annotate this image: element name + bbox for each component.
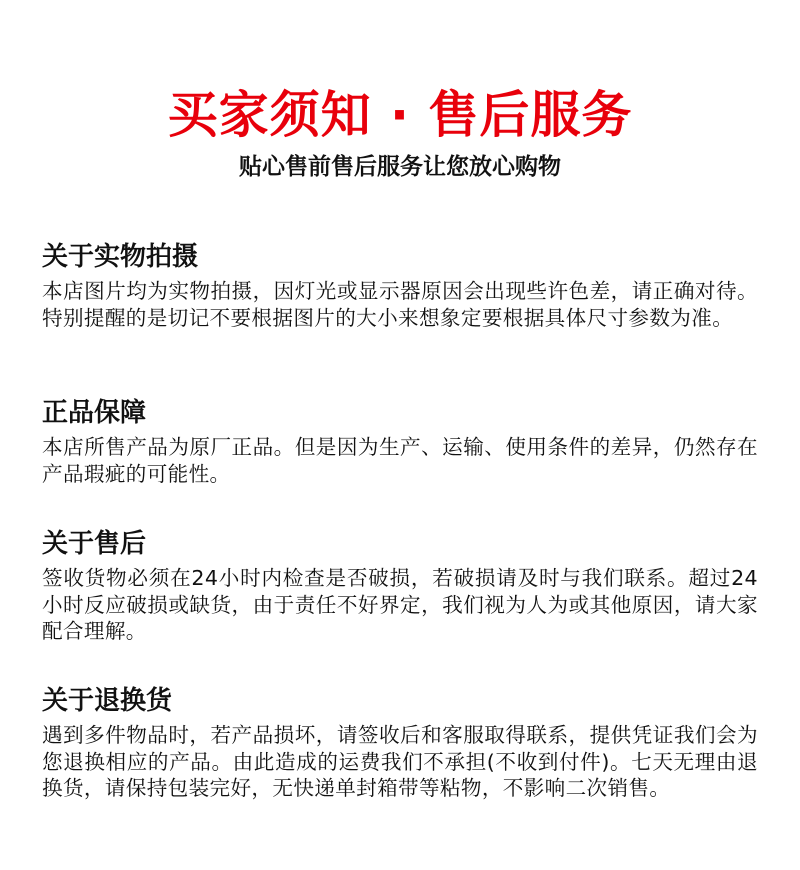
section-body: 遇到多件物品时，若产品损坏，请签收后和客服取得联系，提供凭证我们会为您退换相应的产品。由此造成的运费我们不承担(不收到付件)。七天无理由退换货，请保持包装完好，无快递单封箱带等粘物，不影响二次销售。 [42,723,758,800]
section-returns [42,684,758,802]
section-photo [42,240,758,331]
section-body: 本店图片均为实物拍摄，因灯光或显示器原因会出现些许色差，请正确对待。特别提醒的是切记不要根据图片的大小来想象定要根据具体尺寸参数为准。 [42,279,758,330]
page-subtitle: 贴心售前售后服务让您放心购物 [239,154,561,180]
section-after-sales [42,527,758,645]
section-genuine [42,396,758,487]
section-title: 关于退换货 [42,686,173,716]
page-title: 买家须知 · 售后服务 [167,86,633,144]
section-body: 签收货物必须在24小时内检查是否破损，若破损请及时与我们联系。超过24小时反应破损或缺货，由于责任不好界定，我们视为人为或其他原因，请大家配合理解。 [42,566,758,643]
section-title: 正品保障 [42,398,147,428]
section-body: 本店所售产品为原厂正品。但是因为生产、运输、使用条件的差异，仍然存在产品瑕疵的可能性。 [42,435,758,486]
section-title: 关于售后 [42,529,147,559]
section-title: 关于实物拍摄 [42,242,199,272]
